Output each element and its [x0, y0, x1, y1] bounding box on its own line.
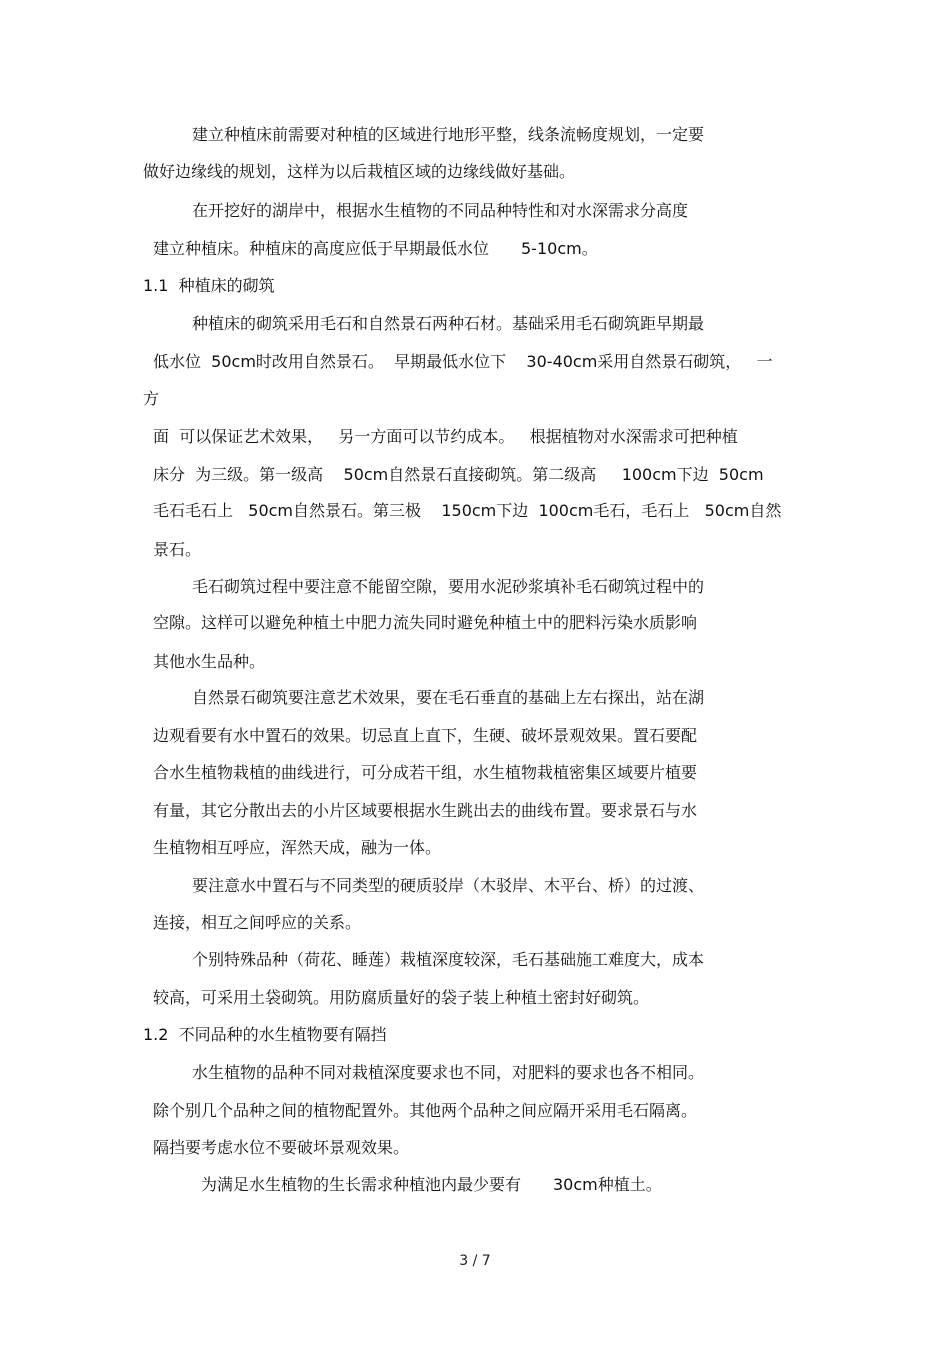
text-line: 空隙。这样可以避免种植土中肥力流失同时避免种植土中的肥料污染水质影响: [153, 613, 698, 632]
text-line: 其他水生品种。: [153, 652, 266, 671]
text-line: 在开挖好的湖岸中，根据水生植物的不同品种特性和对水深需求分高度: [192, 201, 689, 220]
text-line: 床分 为三级。第一级高 50cm自然景石直接砌筑。第二级高 100cm下边 50cm: [153, 465, 764, 484]
text-line: 隔挡要考虑水位不要破坏景观效果。: [153, 1138, 410, 1157]
text-line: 合水生植物栽植的曲线进行，可分成若干组，水生植物栽植密集区域要片植要: [153, 763, 698, 782]
text-line: 除个别几个品种之间的植物配置外。其他两个品种之间应隔开采用毛石隔离。: [153, 1101, 698, 1120]
text-line: 面 可以保证艺术效果， 另一方面可以节约成本。 根据植物对水深需求可把种植: [153, 427, 738, 446]
text-line: 有量，其它分散出去的小片区域要根据水生跳出去的曲线布置。要求景石与水: [153, 801, 698, 820]
text-line: 毛石毛石上 50cm自然景石。第三极 150cm下边 100cm毛石，毛石上 50cm自然: [153, 501, 782, 520]
text-line: 个别特殊品种（荷花、睡莲）栽植深度较深，毛石基础施工难度大，成本: [192, 950, 705, 969]
text-line: 水生植物的品种不同对栽植深度要求也不同，对肥料的要求也各不相同。: [192, 1063, 705, 1082]
text-line: 种植床的砌筑采用毛石和自然景石两种石材。基础采用毛石砌筑距早期最: [192, 314, 705, 333]
text-line: 较高，可采用土袋砌筑。用防腐质量好的袋子装上种植土密封好砌筑。: [153, 988, 650, 1007]
text-line: 低水位 50cm时改用自然景石。 早期最低水位下 30-40cm采用自然景石砌筑， 一: [153, 352, 773, 371]
text-line: 边观看要有水中置石的效果。切忌直上直下，生硬、破坏景观效果。置石要配: [153, 726, 698, 745]
text-line: 建立种植床。种植床的高度应低于早期最低水位 5-10cm。: [153, 239, 598, 258]
section-heading: 1.2 不同品种的水生植物要有隔挡: [143, 1025, 387, 1044]
text-line: 做好边缘线的规划，这样为以后栽植区域的边缘线做好基础。: [143, 162, 576, 181]
section-heading: 1.1 种植床的砌筑: [143, 276, 275, 295]
text-line: 为满足水生植物的生长需求种植池内最少要有 30cm种植土。: [201, 1175, 662, 1194]
text-line: 自然景石砌筑要注意艺术效果，要在毛石垂直的基础上左右探出，站在湖: [192, 688, 705, 707]
text-line: 建立种植床前需要对种植的区域进行地形平整，线条流畅度规划，一定要: [192, 125, 705, 144]
text-line: 要注意水中置石与不同类型的硬质驳岸（木驳岸、木平台、桥）的过渡、: [192, 876, 705, 895]
text-line: 连接，相互之间呼应的关系。: [153, 913, 362, 932]
text-line: 生植物相互呼应，浑然天成，融为一体。: [153, 838, 442, 857]
text-line: 毛石砌筑过程中要注意不能留空隙，要用水泥砂浆填补毛石砌筑过程中的: [192, 577, 705, 596]
page-number: 3 / 7: [459, 1253, 491, 1269]
text-line: 方: [143, 389, 160, 408]
text-line: 景石。: [153, 540, 202, 559]
